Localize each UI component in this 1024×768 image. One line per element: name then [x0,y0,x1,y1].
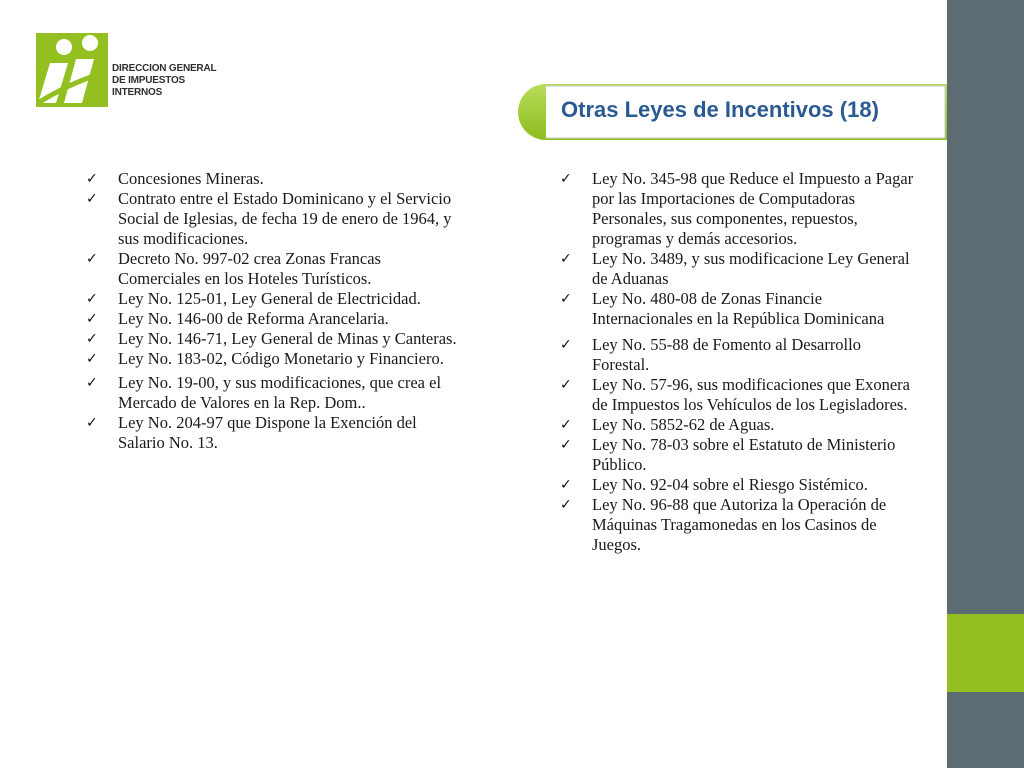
checkmark-icon: ✓ [86,251,98,267]
logo-line-2: DE IMPUESTOS [112,75,185,86]
page-title: Otras Leyes de Incentivos (18) [561,97,879,122]
checkmark-icon: ✓ [560,337,572,353]
list-item: ✓ Ley No. 480-08 de Zonas Financie Internacionales en la República Dominicana [560,289,885,328]
logo-text [112,63,216,99]
list-item: ✓ Ley No. 57-96, sus modificaciones que Exonera de Impuestos los Vehículos de los Legisladores. [560,375,910,414]
checkmark-icon: ✓ [560,251,572,267]
checkmark-icon: ✓ [86,291,98,307]
list-item: ✓ Ley No. 345-98 que Reduce el Impuesto a Pagar por las Importaciones de Computadoras Personales, sus componentes, repuestos, programas y demás accesorios. [560,169,914,248]
logo-line-3: INTERNOS [112,87,163,98]
list-item: ✓ Concesiones Mineras. [86,169,264,188]
checkmark-icon: ✓ [560,477,572,493]
right-sidebar-accent [947,614,1024,692]
checkmark-icon: ✓ [86,331,98,347]
list-item: ✓ Ley No. 204-97 que Dispone la Exención del Salario No. 13. [86,413,417,452]
list-item: ✓ Ley No. 19-00, y sus modificaciones, que crea el Mercado de Valores en la Rep. Dom.. [86,373,442,412]
list-item: ✓ Ley No. 55-88 de Fomento al Desarrollo Forestal. [560,335,861,374]
list-item: ✓ Ley No. 146-00 de Reforma Arancelaria. [86,309,389,328]
list-item: ✓ Ley No. 78-03 sobre el Estatuto de Ministerio Público. [560,435,896,474]
logo-line-1: DIRECCION GENERAL [112,63,217,74]
list-item: ✓ Contrato entre el Estado Dominicano y el Servicio Social de Iglesias, de fecha 19 de enero de 1964, y sus modificaciones. [86,189,452,248]
checkmark-icon: ✓ [560,291,572,307]
list-item: ✓ Ley No. 146-71, Ley General de Minas y Canteras. [86,329,457,348]
list-item: ✓ Ley No. 125-01, Ley General de Electricidad. [86,289,421,308]
list-item: ✓ Ley No. 92-04 sobre el Riesgo Sistémico. [560,475,868,494]
list-item: ✓ Ley No. 183-02, Código Monetario y Financiero. [86,349,444,368]
list-item: ✓ Ley No. 5852-62 de Aguas. [560,415,775,434]
checkmark-icon: ✓ [560,417,572,433]
checkmark-icon: ✓ [86,375,98,391]
list-item: ✓ Decreto No. 997-02 crea Zonas Francas Comerciales en los Hoteles Turísticos. [86,249,381,288]
checkmark-icon: ✓ [560,437,572,453]
checkmark-icon: ✓ [86,351,98,367]
dgii-logo-mark-icon [36,33,108,107]
checkmark-icon: ✓ [86,311,98,327]
checkmark-icon: ✓ [560,497,572,513]
dgii-logo [36,33,216,113]
list-item: ✓ Ley No. 3489, y sus modificacione Ley General de Aduanas [560,249,910,288]
left-law-list [86,169,466,453]
checkmark-icon: ✓ [560,171,572,187]
checkmark-icon: ✓ [86,191,98,207]
list-item: ✓ Ley No. 96-88 que Autoriza la Operación de Máquinas Tragamonedas en los Casinos de Juegos. [560,495,887,554]
checkmark-icon: ✓ [560,377,572,393]
checkmark-icon: ✓ [86,171,98,187]
title-banner [516,82,947,142]
right-law-list [560,169,920,555]
checkmark-icon: ✓ [86,415,98,431]
